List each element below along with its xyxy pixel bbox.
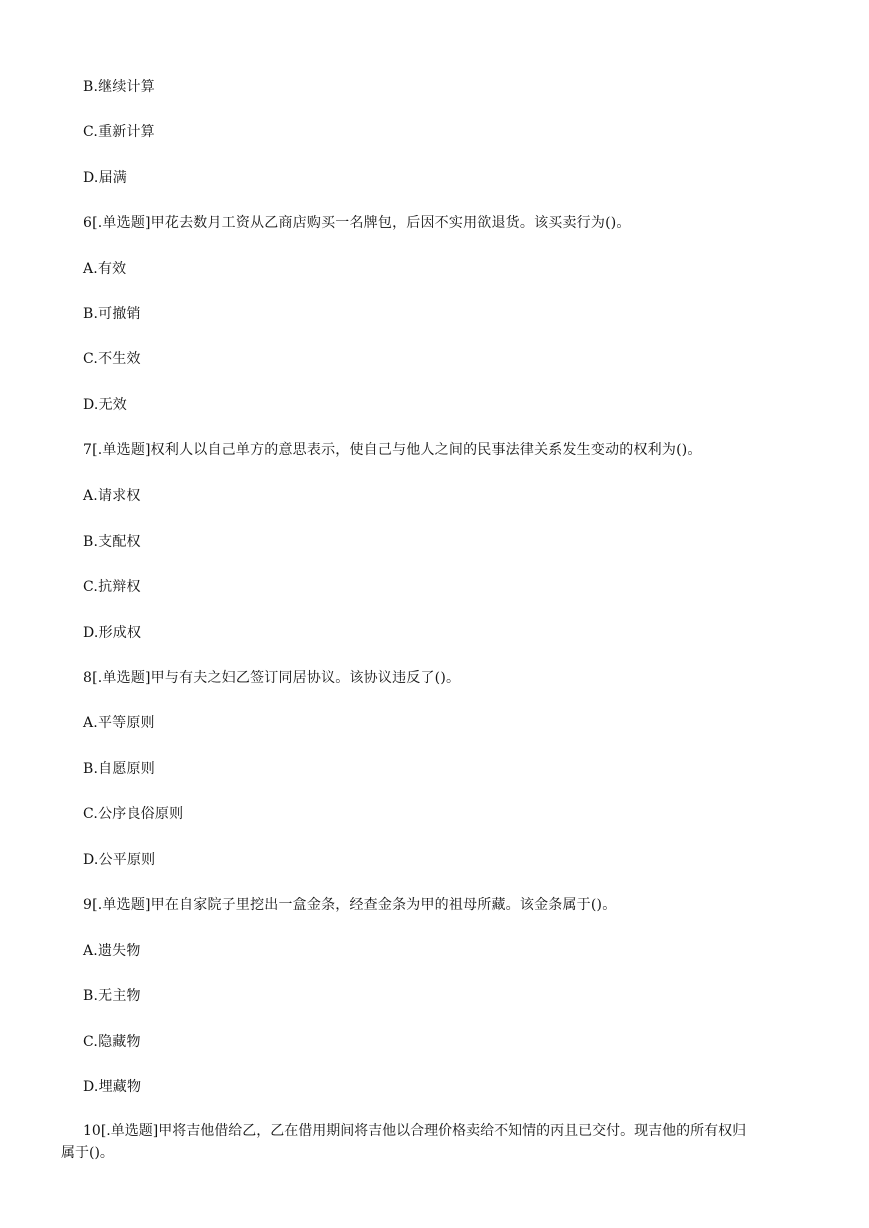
- question-10: [61, 1120, 843, 1164]
- option-c: C.隐藏物: [83, 1034, 141, 1050]
- question-6: 6[.单选题]甲花去数月工资从乙商店购买一名牌包，后因不实用欲退货。该买卖行为()。: [83, 215, 631, 231]
- question-8: 8[.单选题]甲与有夫之妇乙签订同居协议。该协议违反了()。: [83, 670, 461, 686]
- option-a: A.遗失物: [83, 943, 141, 959]
- option-c: C.不生效: [83, 351, 141, 367]
- option-c: C.抗辩权: [83, 579, 141, 595]
- option-b: B.自愿原则: [83, 761, 155, 777]
- question-7: 7[.单选题]权利人以自己单方的意思表示，使自己与他人之间的民事法律关系发生变动的权利为()。: [83, 442, 702, 458]
- question-10-line-2: 属于()。: [61, 1145, 114, 1161]
- option-d: D.无效: [83, 397, 127, 413]
- option-d: D.形成权: [83, 625, 142, 641]
- option-c: C.重新计算: [83, 124, 155, 140]
- option-c: C.公序良俗原则: [83, 806, 184, 822]
- option-a: A.请求权: [83, 488, 141, 504]
- option-a: A.平等原则: [83, 715, 155, 731]
- option-b: B.可撤销: [83, 306, 141, 322]
- option-a: A.有效: [83, 261, 127, 277]
- option-b: B.继续计算: [83, 79, 155, 95]
- option-b: B.支配权: [83, 534, 141, 550]
- option-d: D.埋藏物: [83, 1079, 142, 1095]
- option-d: D.公平原则: [83, 852, 156, 868]
- question-10-line-1: 10[.单选题]甲将吉他借给乙，乙在借用期间将吉他以合理价格卖给不知情的丙且已交付。现吉他的所有权归: [83, 1123, 747, 1139]
- option-b: B.无主物: [83, 988, 141, 1004]
- question-9: 9[.单选题]甲在自家院子里挖出一盒金条，经查金条为甲的祖母所藏。该金条属于()。: [83, 897, 617, 913]
- option-d: D.届满: [83, 170, 127, 186]
